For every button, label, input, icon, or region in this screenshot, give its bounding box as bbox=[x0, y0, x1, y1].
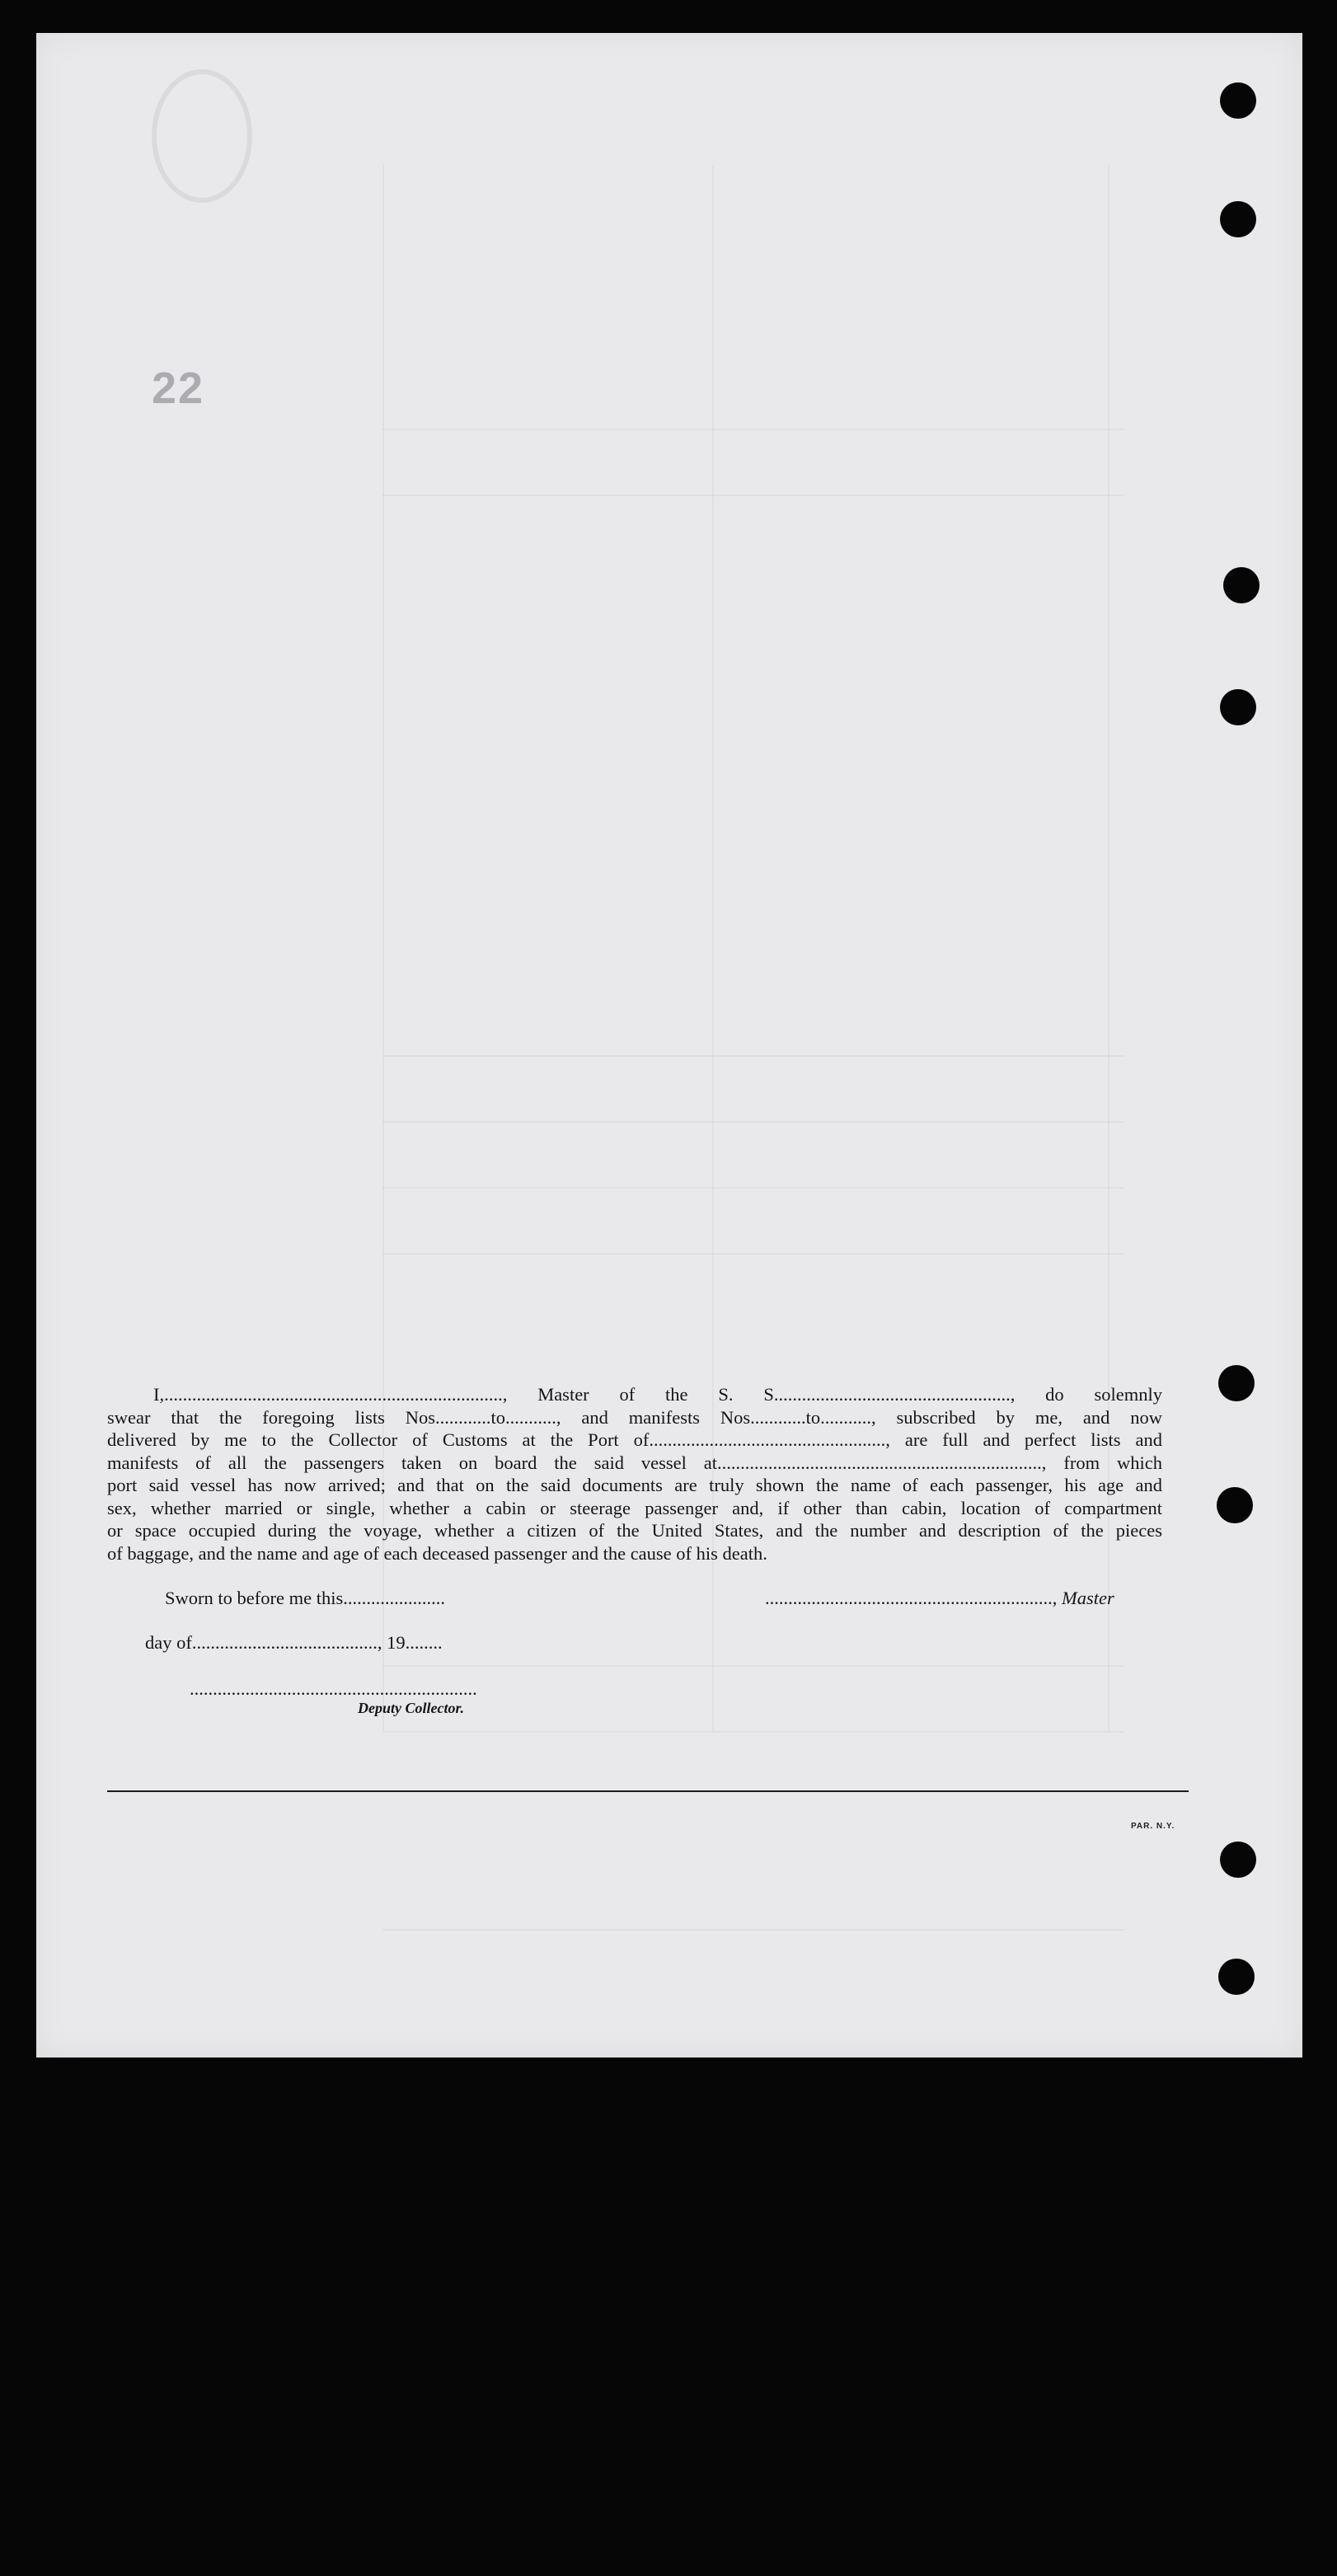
binder-hole bbox=[1220, 689, 1256, 725]
page-number: 22 bbox=[152, 364, 205, 413]
document-page bbox=[36, 33, 1302, 2058]
oath-line: manifests of all the passengers taken on board the said vessel at......................................................................, from which bbox=[107, 1452, 1162, 1473]
binder-hole bbox=[1218, 1959, 1255, 1995]
deputy-collector-label: Deputy Collector. bbox=[358, 1700, 464, 1716]
deputy-dots: .............................................................. bbox=[190, 1678, 477, 1699]
oath-paragraph bbox=[107, 1383, 1162, 1565]
oath-line: of baggage, and the name and age of each deceased passenger and the cause of his death. bbox=[107, 1542, 767, 1564]
master-dots: .............................................................., bbox=[765, 1588, 1058, 1608]
binder-hole bbox=[1223, 567, 1260, 603]
master-label: Master bbox=[1062, 1588, 1114, 1608]
oath-line: port said vessel has now arrived; and that on the said documents are truly shown the name of each passenger, his age and bbox=[107, 1475, 1162, 1495]
master-signature-line bbox=[765, 1588, 1114, 1609]
oath-line: swear that the foregoing lists Nos............to..........., and manifests Nos............to..........., subscribed by me, and now bbox=[107, 1406, 1162, 1428]
faint-stamp-mark bbox=[152, 69, 252, 203]
binder-hole bbox=[1220, 1842, 1256, 1878]
sworn-label: Sworn to before me this...................... bbox=[165, 1588, 445, 1608]
oath-line: delivered by me to the Collector of Customs at the Port of..................................................., are full and perfect lists and bbox=[107, 1429, 1162, 1450]
binder-hole bbox=[1220, 82, 1256, 119]
oath-line: sex, whether married or single, whether a cabin or steerage passenger and, if other than cabin, location of compartment bbox=[107, 1497, 1162, 1518]
binder-hole bbox=[1217, 1487, 1253, 1523]
oath-line: I,........................................................................., Master of the S. S..................................................., do solemnly bbox=[153, 1384, 1162, 1405]
binder-hole bbox=[1218, 1365, 1255, 1401]
horizontal-rule bbox=[107, 1790, 1189, 1792]
oath-line: or space occupied during the voyage, whether a citizen of the United States, and the number and description of the pieces bbox=[107, 1520, 1162, 1541]
binder-hole bbox=[1220, 201, 1256, 237]
day-line: day of........................................, 19........ bbox=[145, 1632, 443, 1653]
printer-imprint: PAR. N.Y. bbox=[1131, 1822, 1175, 1831]
